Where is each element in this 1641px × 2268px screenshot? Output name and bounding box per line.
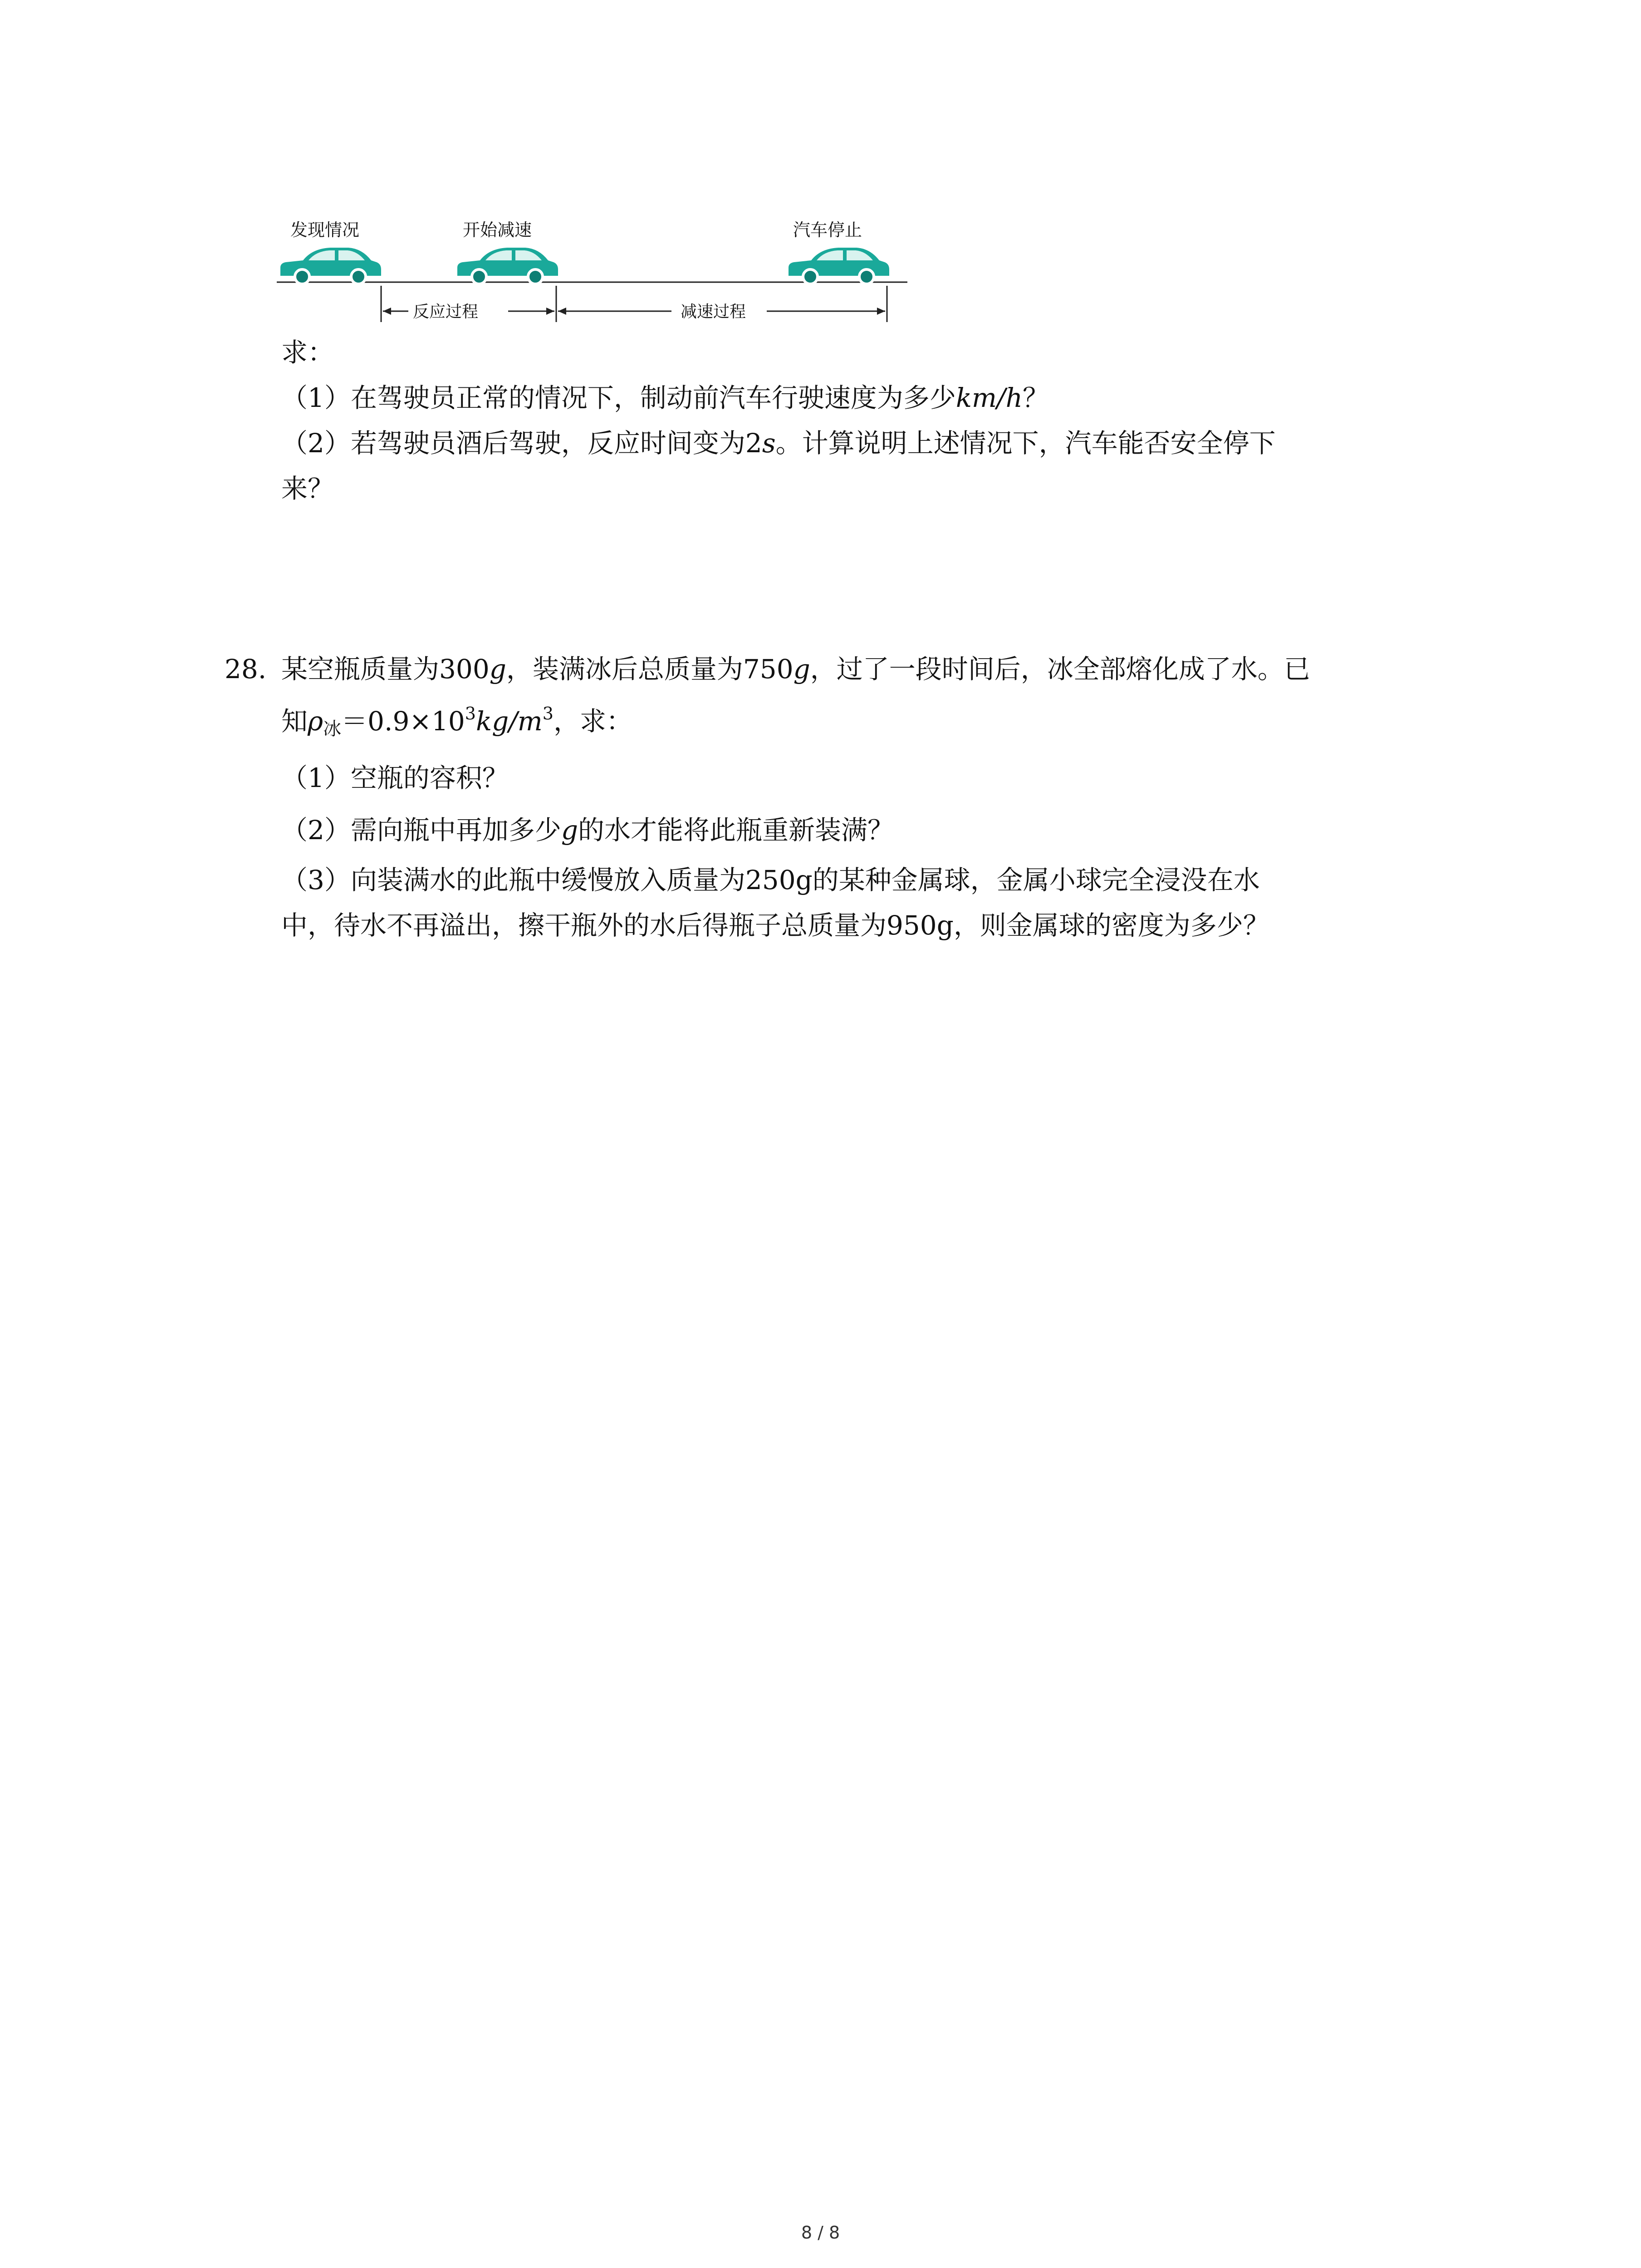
q27-ask: 求： [281, 337, 334, 368]
q28-line2-unit-exp: 3 [542, 704, 554, 723]
q28-part1: （1）空瓶的容积？ [281, 763, 509, 793]
q28-rho-sub: 冰 [323, 719, 342, 739]
q27-part2-text: （2）若驾驶员酒后驾驶，反应时间变为 [281, 428, 745, 459]
braking-diagram-svg [272, 213, 916, 340]
q28-line2-eq: ＝0.9×10 [341, 706, 465, 737]
car-icon-2 [457, 248, 558, 284]
q28-part3-line1: （3）向装满水的此瓶中缓慢放入质量为250g的某种金属球，金属小球完全浸没在水 [281, 865, 1260, 895]
q27-part1-unit: km/h [955, 382, 1023, 413]
q28-part2-text: （2）需向瓶中再加多少 [281, 815, 561, 846]
q28-line1-v1: 300 [439, 654, 490, 684]
q28-part3-line2: 中，待水不再溢出，擦干瓶外的水后得瓶子总质量为950g，则金属球的密度为多少？ [281, 910, 1269, 941]
page-number: 8 / 8 [801, 2223, 840, 2243]
q28-part2-unit: g [561, 815, 578, 846]
segment-reaction-label: 反应过程 [413, 303, 479, 321]
q28-part2 [281, 814, 894, 846]
q28-line1-v2: 750 [743, 654, 794, 684]
q28-line1-u1: g [489, 654, 506, 684]
q28-number: 28. [225, 654, 267, 684]
label-discover: 发现情况 [290, 220, 360, 240]
q28-line2 [281, 705, 632, 740]
q28-rho: ρ [308, 706, 323, 737]
q28-line1 [281, 653, 1310, 685]
car-icon-1 [280, 248, 381, 284]
q27-part2 [281, 427, 1276, 459]
q28-line1-a: 某空瓶质量为 [281, 654, 440, 684]
q28-line1-u2: g [793, 654, 810, 684]
q27-part1-text: （1）在驾驶员正常的情况下，制动前汽车行驶速度为多少 [281, 382, 956, 413]
q28-line2-a: 知 [281, 706, 308, 737]
q28-line1-c: ，过了一段时间后，冰全部熔化成了水。已 [810, 654, 1310, 684]
segment-braking-label: 减速过程 [681, 303, 746, 321]
q27-part2-value: 2 [745, 428, 762, 459]
q28-line2-unit: kg/m [475, 706, 543, 737]
q27-part2-rest: 。计算说明上述情况下，汽车能否安全停下 [775, 428, 1276, 459]
label-stop: 汽车停止 [793, 220, 862, 240]
label-start-brake: 开始减速 [463, 220, 532, 240]
q28-line2-exp: 3 [465, 704, 476, 723]
q27-part2-line2: 来？ [281, 473, 334, 504]
q28-part2-rest: 的水才能将此瓶重新装满？ [578, 815, 894, 846]
braking-diagram [272, 213, 916, 340]
q28-line1-b: ，装满冰后总质量为 [506, 654, 743, 684]
car-icon-3 [789, 248, 889, 284]
q27-part2-unit: s [762, 428, 776, 459]
q27-part1 [281, 382, 1049, 414]
q28-line2-end: ，求： [553, 706, 632, 737]
q27-part1-end: ？ [1022, 382, 1049, 413]
